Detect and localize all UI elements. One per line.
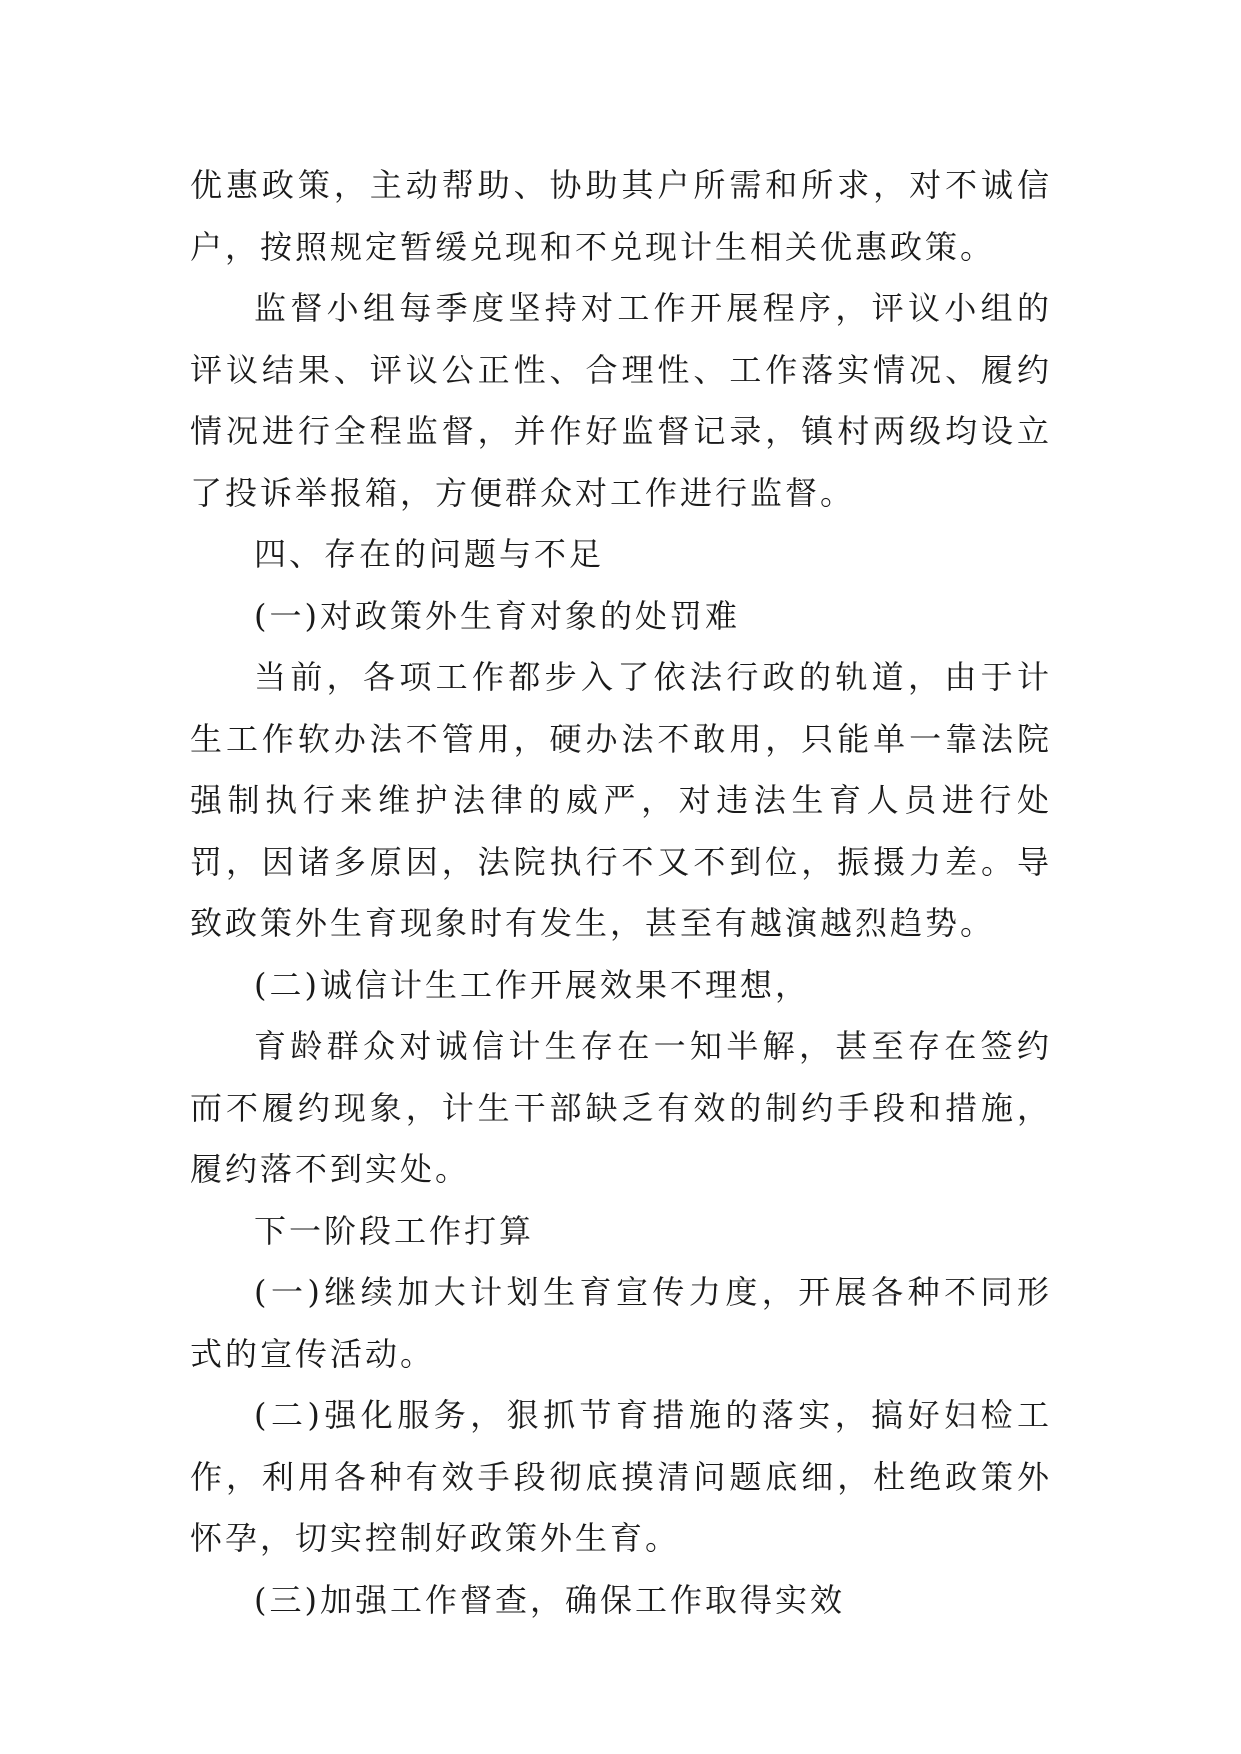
section-heading-problems: 四、存在的问题与不足 <box>254 535 605 573</box>
paragraph-3: 当前，各项工作都步入了依法行政的轨道，由于计生工作软办法不管用，硬办法不敢用，只能单一靠法院强制执行来维护法律的威严，对违法生育人员进行处罚，因诸多原因，法院执行不又不到位，振摄力差。导致政策外生育现象时有发生，甚至有越演越烈趋势。 <box>190 658 1052 942</box>
plan-item-3: (三)加强工作督查，确保工作取得实效 <box>254 1580 845 1619</box>
paragraph-4: 育龄群众对诚信计生存在一知半解，甚至存在签约而不履约现象，计生干部缺乏有效的制约手段和措施，履约落不到实处。 <box>190 1027 1052 1188</box>
paragraph-1: 优惠政策，主动帮助、协助其户所需和所求，对不诚信户，按照规定暂缓兑现和不兑现计生相关优惠政策。 <box>190 166 1052 266</box>
subheading-2: (二)诚信计生工作开展效果不理想， <box>254 965 810 1004</box>
section-heading-plan: 下一阶段工作打算 <box>254 1211 535 1250</box>
plan-item-2: (二)强化服务，狠抓节育措施的落实，搞好妇检工作，利用各种有效手段彻底摸清问题底细，杜绝政策外怀孕，切实控制好政策外生育。 <box>190 1396 1052 1557</box>
document-body <box>190 155 1052 1631</box>
subheading-1: (一)对政策外生育对象的处罚难 <box>254 596 740 635</box>
plan-item-1: (一)继续加大计划生育宣传力度，开展各种不同形式的宣传活动。 <box>190 1273 1052 1373</box>
paragraph-2: 监督小组每季度坚持对工作开展程序，评议小组的评议结果、评议公正性、合理性、工作落实情况、履约情况进行全程监督，并作好监督记录，镇村两级均设立了投诉举报箱，方便群众对工作进行监督。 <box>190 289 1052 512</box>
